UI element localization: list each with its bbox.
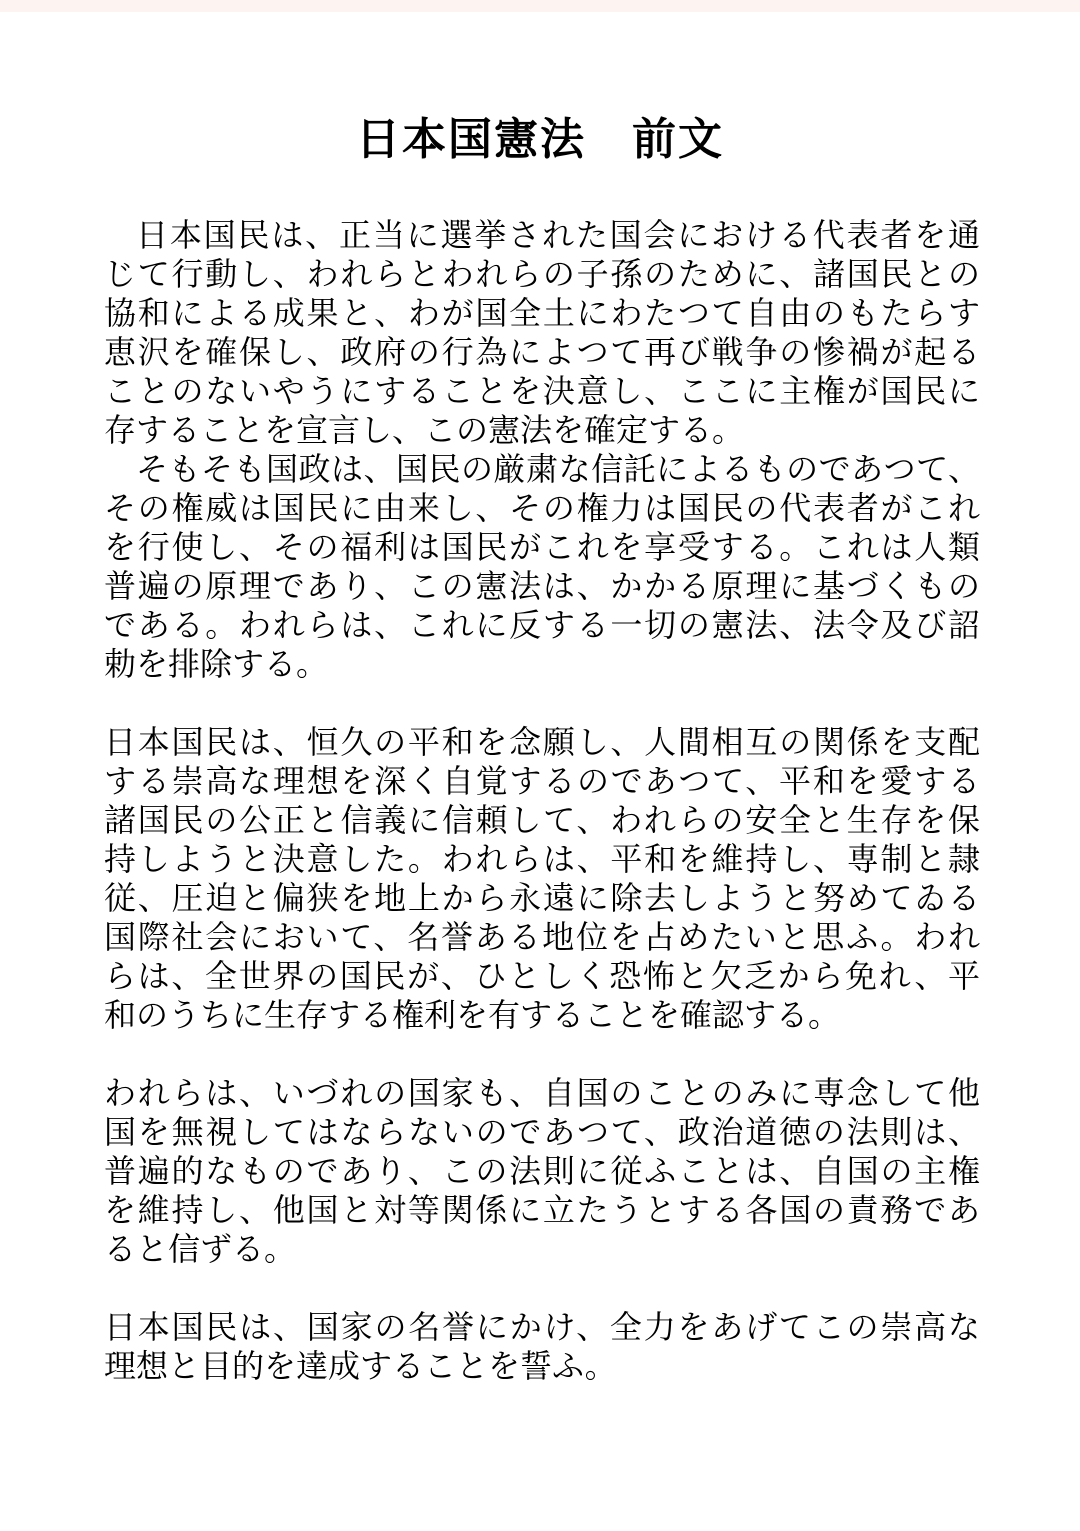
paragraph-spacer (104, 1035, 980, 1074)
text-line: 存することを宣言し、この憲法を確定する。 (104, 411, 745, 449)
paragraph-spacer (104, 1269, 980, 1308)
text-line: その権威は国民に由来し、その権力は国民の代表者がこれ (104, 489, 980, 527)
text-line: を行使し、その福利は国民がこれを享受する。これは人類 (104, 528, 980, 566)
text-line: である。われらは、これに反する一切の憲法、法令及び詔 (104, 606, 980, 644)
text-line: 日本国民は、恒久の平和を念願し、人間相互の関係を支配 (104, 723, 980, 761)
text-line: 日本国民は、正当に選挙された国会における代表者を通 (136, 216, 980, 254)
text-line: 諸国民の公正と信義に信頼して、われらの安全と生存を保 (104, 801, 980, 839)
paragraph-5 (104, 1308, 980, 1386)
paragraph-1 (104, 216, 980, 450)
text-line: じて行動し、われらとわれらの子孫のために、諸国民との (104, 255, 980, 293)
text-line: 持しようと決意した。われらは、平和を維持し、専制と隷 (104, 840, 980, 878)
preamble-body (104, 216, 980, 1386)
text-line: 理想と目的を達成することを誓ふ。 (104, 1347, 617, 1385)
text-line: 勅を排除する。 (104, 645, 329, 683)
text-line: 国を無視してはならないのであつて、政治道徳の法則は、 (104, 1113, 980, 1151)
text-line: する崇高な理想を深く自覚するのであつて、平和を愛する (104, 762, 980, 800)
page-title: 日本国憲法 前文 (356, 114, 724, 165)
text-line: らは、全世界の国民が、ひとしく恐怖と欠乏から免れ、平 (104, 957, 980, 995)
paragraph-2 (104, 450, 980, 684)
text-line: 国際社会において、名誉ある地位を占めたいと思ふ。われ (104, 918, 980, 956)
paragraph-3 (104, 723, 980, 1035)
paragraph-spacer (104, 684, 980, 723)
text-line: そもそも国政は、国民の厳粛な信託によるものであつて、 (136, 450, 980, 488)
text-line: ると信ずる。 (104, 1230, 297, 1268)
text-line: 協和による成果と、わが国全土にわたつて自由のもたらす (104, 294, 980, 332)
text-line: 和のうちに生存する権利を有することを確認する。 (104, 996, 841, 1034)
text-line: ことのないやうにすることを決意し、ここに主権が国民に (104, 372, 980, 410)
text-line: 従、圧迫と偏狭を地上から永遠に除去しようと努めてゐる (104, 879, 980, 917)
paragraph-4 (104, 1074, 980, 1269)
text-line: 普遍的なものであり、この法則に従ふことは、自国の主権 (104, 1152, 980, 1190)
text-line: 普遍の原理であり、この憲法は、かかる原理に基づくもの (104, 567, 980, 605)
top-edge-strip (0, 0, 1080, 12)
text-line: われらは、いづれの国家も、自国のことのみに専念して他 (104, 1074, 980, 1112)
text-line: 日本国民は、国家の名誉にかけ、全力をあげてこの崇高な (104, 1308, 980, 1346)
text-line: 恵沢を確保し、政府の行為によつて再び戦争の惨禍が起る (104, 333, 980, 371)
text-line: を維持し、他国と対等関係に立たうとする各国の責務であ (104, 1191, 980, 1229)
